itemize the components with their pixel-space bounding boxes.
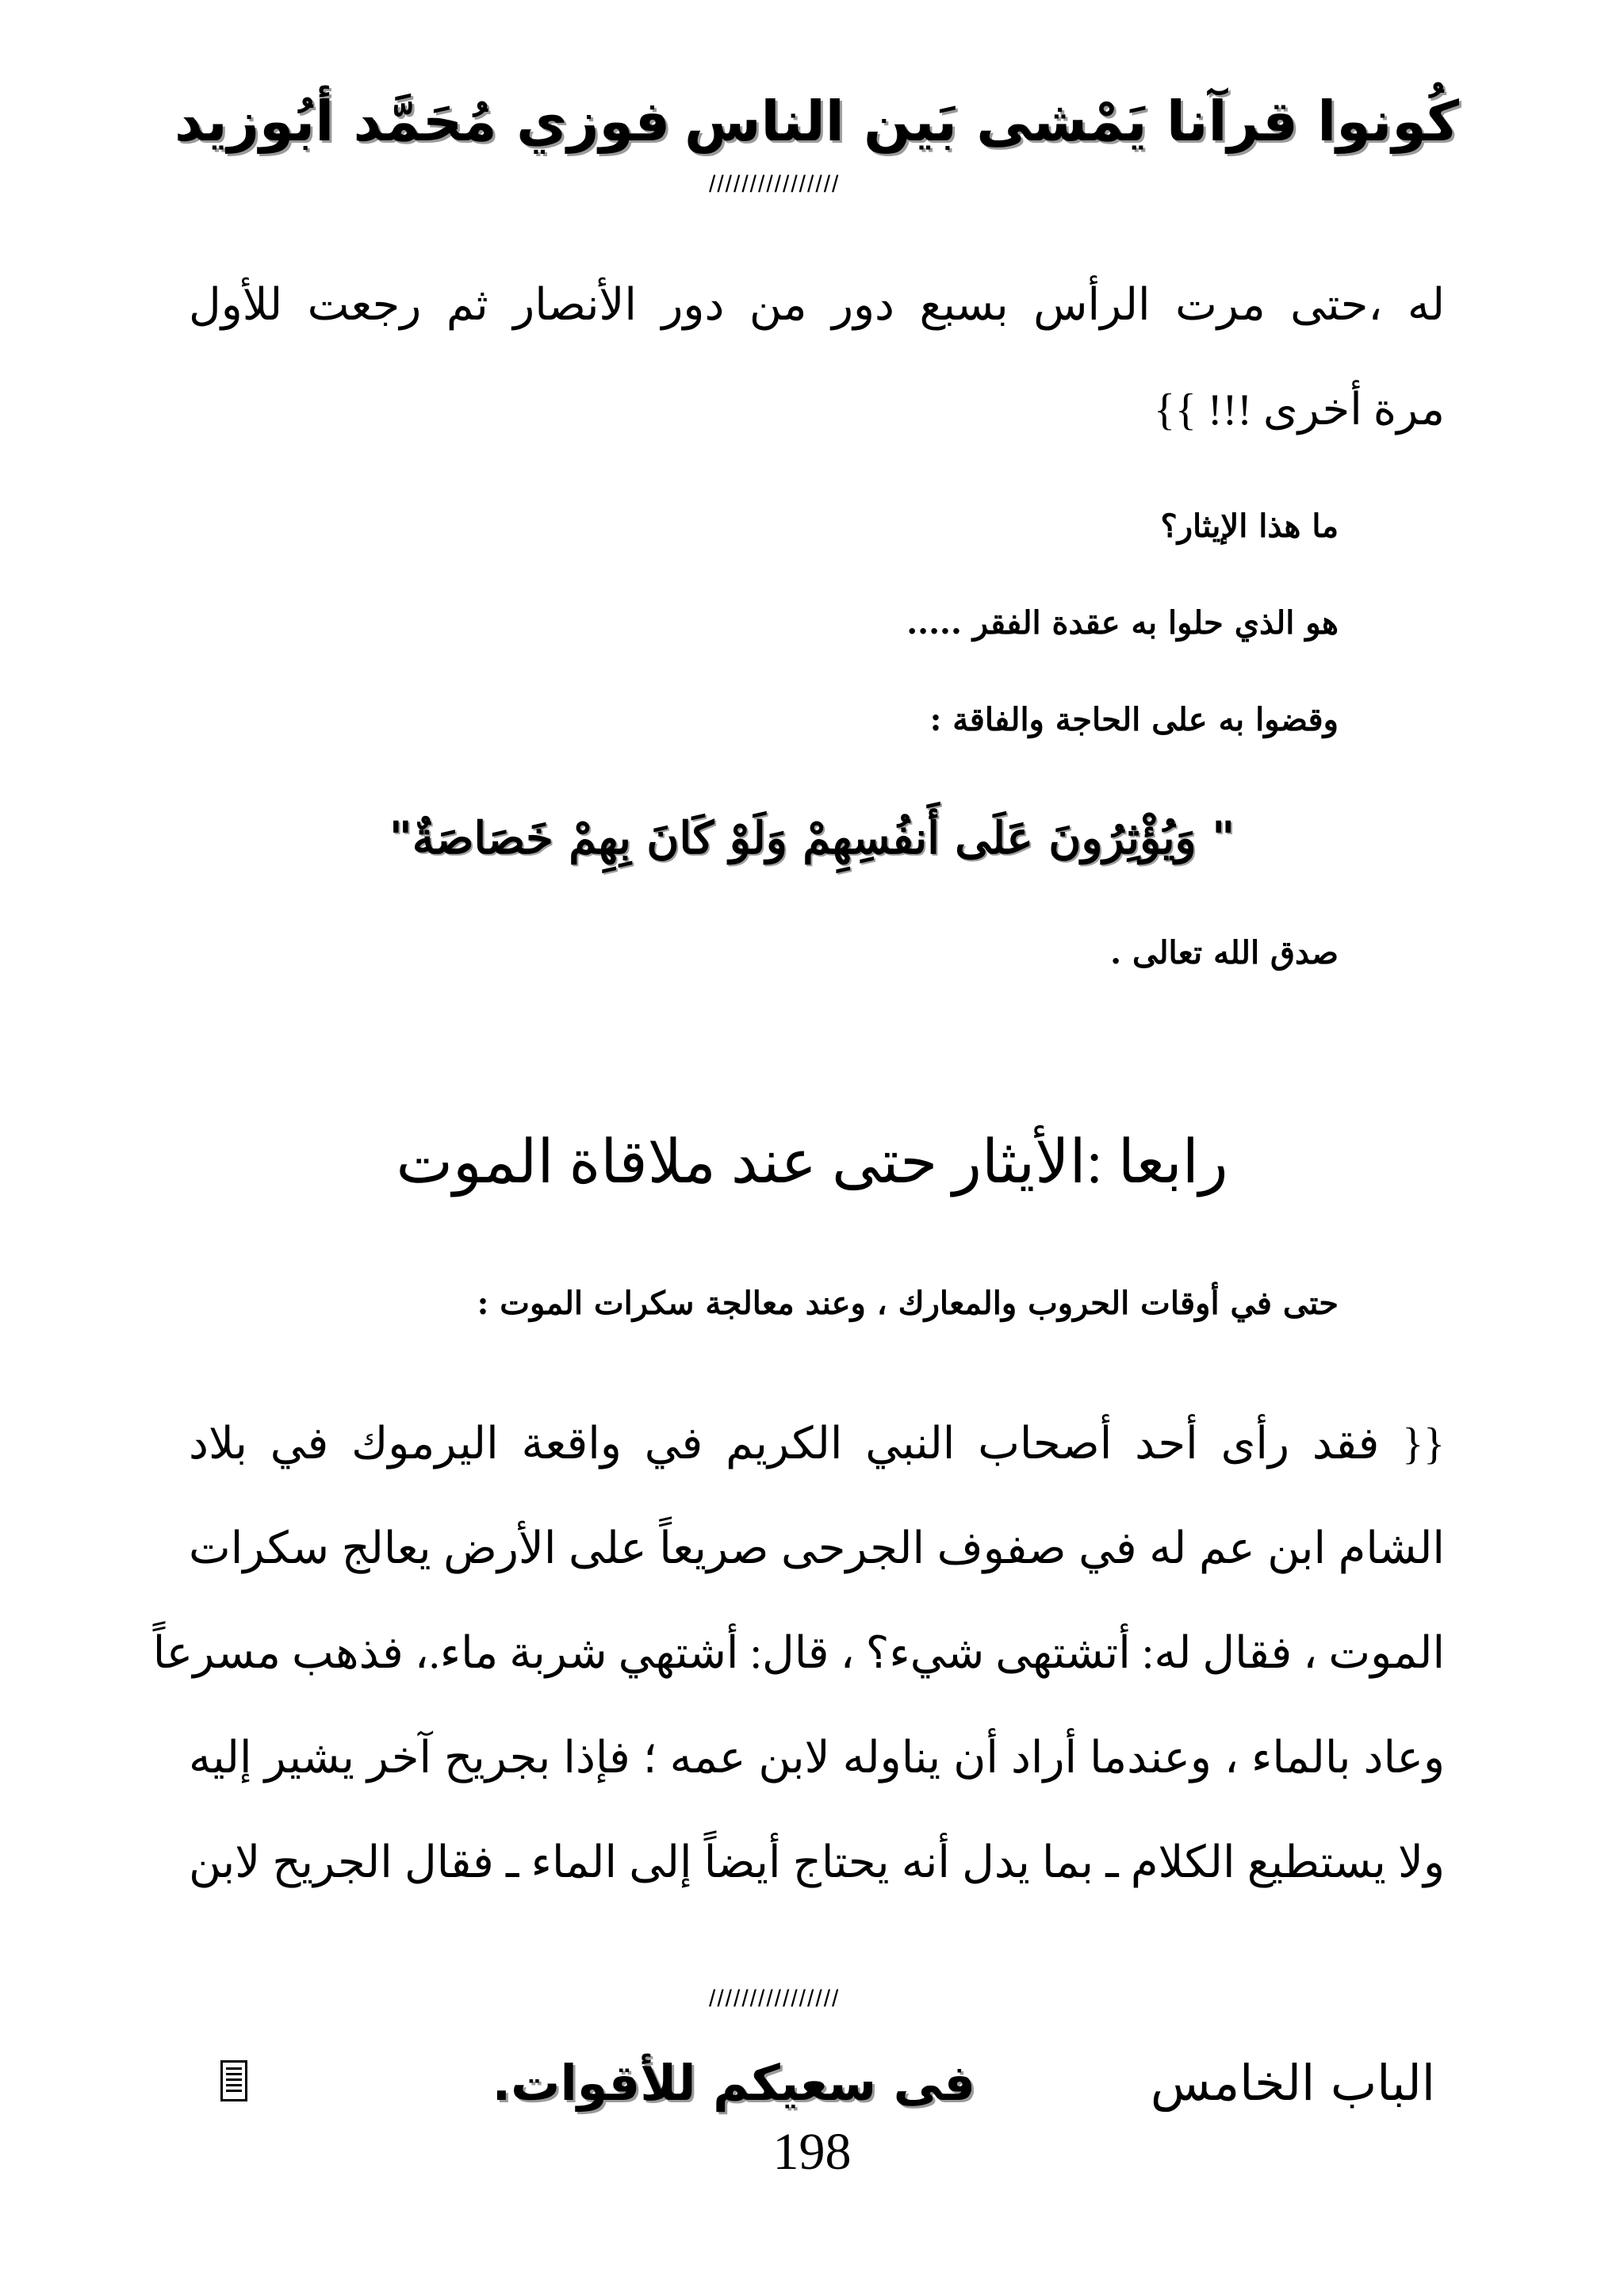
section-label: فى سعيكم للأقوات. bbox=[492, 2054, 975, 2112]
paragraph-line: ولا يستطيع الكلام ـ بما يدل أنه يحتاج أيضاً إلى الماء ـ فقال الجريح لابن bbox=[189, 1838, 1445, 1887]
answer-line: هو الذي حلوا به عقدة الفقر ..... bbox=[906, 604, 1339, 642]
paragraph-line: وعاد بالماء ، وعندما أراد أن يناوله لابن عمه ؛ فإذا بجريح آخر يشير إليه bbox=[189, 1734, 1445, 1783]
paragraph-line: الموت ، فقال له: أتشتهى شيء؟ ، قال: أشتهي شربة ماء.، فذهب مسرعاً bbox=[152, 1629, 1445, 1678]
question-line: ما هذا الإيثار؟ bbox=[1160, 508, 1339, 545]
page-number: 198 bbox=[772, 2123, 852, 2181]
section-heading: رابعا :الأيثار حتى عند ملاقاة الموت bbox=[396, 1129, 1228, 1196]
page-footer bbox=[159, 2054, 1459, 2133]
header-separator: //////////////// bbox=[709, 171, 841, 197]
book-title: كُونوا قرآنا يَمْشى بَين الناس bbox=[684, 89, 1459, 154]
author-name: فوزي مُحَمَّد أبُوزيد bbox=[174, 89, 671, 154]
paragraph-line: الشام ابن عم له في صفوف الجرحى صريعاً على الأرض يعالج سكرات bbox=[189, 1524, 1445, 1573]
paragraph-line: له ،حتى مرت الرأس بسبع دور من دور الأنصار ثم رجعت للأول bbox=[189, 281, 1446, 330]
section-intro: حتى في أوقات الحروب والمعارك ، وعند معالجة سكرات الموت : bbox=[477, 1285, 1339, 1322]
page-header bbox=[174, 89, 1459, 176]
document-lines-icon bbox=[220, 2060, 247, 2101]
verse-attribution: صدق الله تعالى . bbox=[1110, 934, 1339, 971]
answer-line: وقضوا به على الحاجة والفاقة : bbox=[929, 701, 1339, 738]
paragraph-line: {{ فقد رأى أحد أصحاب النبي الكريم في واقعة اليرموك في بلاد bbox=[189, 1419, 1445, 1469]
quran-verse: " وَيُؤْثِرُونَ عَلَى أَنفُسِهِمْ وَلَوْ كَانَ بِهِمْ خَصَاصَةٌ" bbox=[389, 812, 1235, 864]
paragraph-line: مرة أخرى !!! }} bbox=[1154, 385, 1445, 435]
chapter-label: الباب الخامس bbox=[1150, 2054, 1435, 2112]
footer-separator: //////////////// bbox=[709, 1986, 841, 2012]
